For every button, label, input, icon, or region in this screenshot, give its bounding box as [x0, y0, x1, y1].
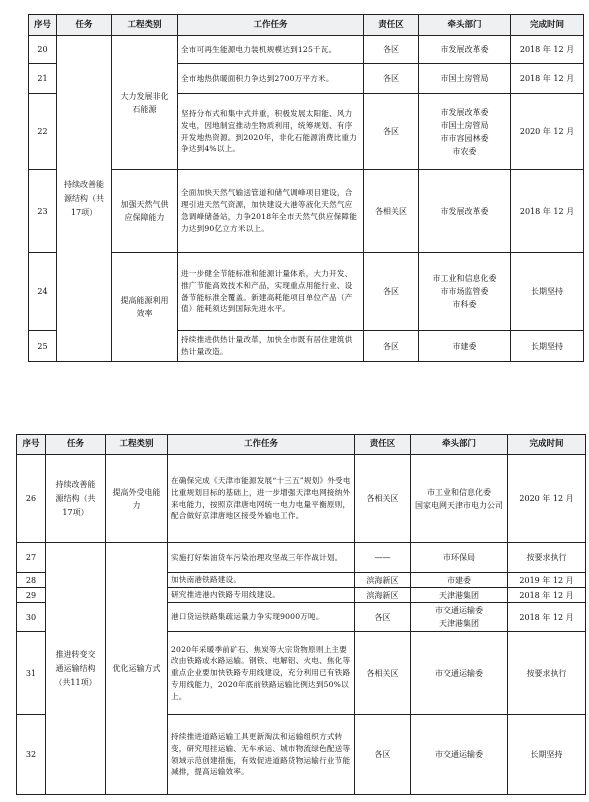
- time-cell: 2020 年 12 月: [508, 455, 586, 543]
- work-task-cell: 实施打好柴油货车污染治理攻坚战三年作战计划。: [168, 543, 355, 573]
- table-row: [29, 253, 584, 331]
- row-no: 21: [29, 64, 57, 94]
- work-task-cell: 持续推进道路运输工具更新淘汰和运输组织方式转变，研究甩挂运输、无车承运、城市物流绿色配送等领域示范创建措施，有效促进道路货物运输行业节能减排，提高运输效率。: [168, 715, 355, 795]
- work-task-cell: 研究推进港内铁路专用线建设。: [168, 588, 355, 603]
- dept-line: 天津港集团: [439, 619, 479, 628]
- time-cell: 2018 年 12 月: [508, 588, 586, 603]
- work-task-cell: 在确保完成《天津市能源发展“十三五”规划》外受电比重规划目标的基础上，进一步增强天津电网接纳外来电能力，按照京津唐电网统一电力电量平衡原则，配合做好京津唐地区接受外输电工作。: [168, 455, 355, 543]
- dept-cell: 市交通运输委: [411, 715, 508, 795]
- dept-cell: 天津港集团: [411, 588, 508, 603]
- header-area: 责任区: [355, 435, 411, 455]
- table-row: [17, 543, 586, 573]
- dept-line: 市科委: [452, 300, 477, 309]
- header-no: 序号: [17, 435, 46, 455]
- area-cell: 各区: [364, 36, 419, 64]
- time-cell: 按要求执行: [508, 543, 586, 573]
- header-time: 完成时间: [511, 15, 584, 36]
- time-cell: 长期坚持: [511, 331, 584, 362]
- dept-cell: 市建委: [419, 331, 511, 362]
- work-task-cell: 全市地热供暖面积力争达到2700万平方米。: [178, 64, 364, 94]
- area-cell: 各区: [355, 603, 411, 632]
- area-cell: 各区: [364, 253, 419, 331]
- header-dept: 牵头部门: [419, 15, 511, 36]
- row-no: 28: [17, 573, 46, 588]
- work-task-cell: 持续推进供热计量改革，加快全市既有居住建筑供热计量改造。: [178, 331, 364, 362]
- task-group-cell: 持续改善能源结构（共17项）: [57, 36, 112, 362]
- table-1: [28, 14, 584, 362]
- header-time: 完成时间: [508, 435, 586, 455]
- time-cell: 长期坚持: [511, 253, 584, 331]
- row-no: 27: [17, 543, 46, 573]
- dept-line: 市市场监管委: [440, 287, 489, 296]
- row-no: 31: [17, 632, 46, 715]
- work-task-cell: 港口货运铁路集疏运量力争实现9000万吨。: [168, 603, 355, 632]
- dept-line: 市农委: [452, 146, 477, 156]
- area-cell: 各区: [355, 715, 411, 795]
- header-dept: 牵头部门: [411, 435, 508, 455]
- header-area: 责任区: [364, 15, 419, 36]
- row-no: 22: [29, 94, 57, 170]
- row-no: 30: [17, 603, 46, 632]
- time-cell: 2018 年 12 月: [511, 64, 584, 94]
- row-no: 29: [17, 588, 46, 603]
- area-cell: 各相关区: [364, 170, 419, 253]
- time-cell: 2018 年 12 月: [508, 603, 586, 632]
- header-work-task: 工作任务: [168, 435, 355, 455]
- dept-line: 市交通运输委: [435, 606, 483, 615]
- time-cell: 2018 年 12 月: [511, 170, 584, 253]
- time-cell: 2020 年 12 月: [511, 94, 584, 170]
- dept-cell: 市交通运输委: [411, 632, 508, 715]
- area-cell: 各区: [364, 94, 419, 170]
- task-group-cell: 持续改善能源结构（共17项）: [46, 455, 106, 543]
- work-task-cell: 加快南港铁路建设。: [168, 573, 355, 588]
- header-category: 工程类别: [106, 435, 168, 455]
- dept-line: 市工业和信息化委: [427, 487, 491, 497]
- row-no: 23: [29, 170, 57, 253]
- work-task-cell: 进一步健全节能标准和能源计量体系，大力开发、推广节能高效技术和产品，实现重点用能行业、设备节能标准全覆盖。新建高耗能项目单位产品（产值）能耗须达到国际先进水平。: [178, 253, 364, 331]
- dept-line: 市国土房管局: [440, 120, 489, 130]
- row-no: 20: [29, 36, 57, 64]
- dept-cell: 市发展改革委: [419, 170, 511, 253]
- header-category: 工程类别: [112, 15, 178, 36]
- task-group-cell: 推进转变交通运输结构（共11项）: [46, 543, 106, 795]
- time-cell: 按要求执行: [508, 632, 586, 715]
- dept-cell: [419, 253, 511, 331]
- dept-cell: [419, 94, 511, 170]
- area-cell: 滨海新区: [355, 573, 411, 588]
- time-cell: 2018 年 12 月: [511, 36, 584, 64]
- row-no: 25: [29, 331, 57, 362]
- header-task-group: 任务: [46, 435, 106, 455]
- work-task-cell: 全面加快天然气输送管道和储气调峰项目建设，合理引进天然气资源，加快建设大港等液化天然气应急调峰储备站，力争2018年全市天然气供应保障能力达到90亿立方米以上。: [178, 170, 364, 253]
- dept-line: 国家电网天津市电力公司: [415, 500, 503, 510]
- category-cell: 加强天然气供应保障能力: [112, 170, 178, 253]
- category-cell: 提高能源利用效率: [112, 253, 178, 362]
- area-cell: 各区: [364, 331, 419, 362]
- time-cell: 长期坚持: [508, 715, 586, 795]
- dept-line: 市发展改革委: [440, 107, 489, 117]
- table-row: [29, 36, 584, 64]
- table-2: [16, 434, 586, 795]
- dept-cell: 市发展改革委: [419, 36, 511, 64]
- header-no: 序号: [29, 15, 57, 36]
- row-no: 24: [29, 253, 57, 331]
- row-no: 26: [17, 455, 46, 543]
- dept-line: 市市容园林委: [440, 133, 489, 143]
- work-task-cell: 坚持分布式和集中式并重，积极发展太阳能、风力发电，因地制宜推动生物质利用，统筹规划、有序开发地热资源。到2020年，非化石能源消费比重力争达到4%以上。: [178, 94, 364, 170]
- area-cell: 各相关区: [355, 632, 411, 715]
- dept-cell: 市环保局: [411, 543, 508, 573]
- category-cell: 大力发展非化石能源: [112, 36, 178, 170]
- header-task-group: 任务: [57, 15, 112, 36]
- table-row: [17, 455, 586, 543]
- category-cell: 优化运输方式: [106, 543, 168, 795]
- area-cell: 各区: [364, 64, 419, 94]
- area-cell: 滨海新区: [355, 588, 411, 603]
- category-cell: 提高外受电能力: [106, 455, 168, 543]
- dept-cell: [411, 603, 508, 632]
- dept-cell: 市建委: [411, 573, 508, 588]
- work-task-cell: 全市可再生能源电力装机规模达到125千瓦。: [178, 36, 364, 64]
- row-no: 32: [17, 715, 46, 795]
- area-cell: ——: [355, 543, 411, 573]
- dept-line: 市工业和信息化委: [432, 274, 497, 283]
- dept-cell: [411, 455, 508, 543]
- area-cell: 各相关区: [355, 455, 411, 543]
- header-work-task: 工作任务: [178, 15, 364, 36]
- dept-cell: 市国土房管局: [419, 64, 511, 94]
- time-cell: 2019 年 12 月: [508, 573, 586, 588]
- table-row: [29, 170, 584, 253]
- work-task-cell: 2020年采暖季前矿石、焦炭等大宗货物原则上主要改由铁路或水路运输。钢铁、电解铝、火电、焦化等重点企业要加快铁路专用线建设，充分利用已有铁路专用线能力，2020年底前铁路运输比例达到50%以上。: [168, 632, 355, 715]
